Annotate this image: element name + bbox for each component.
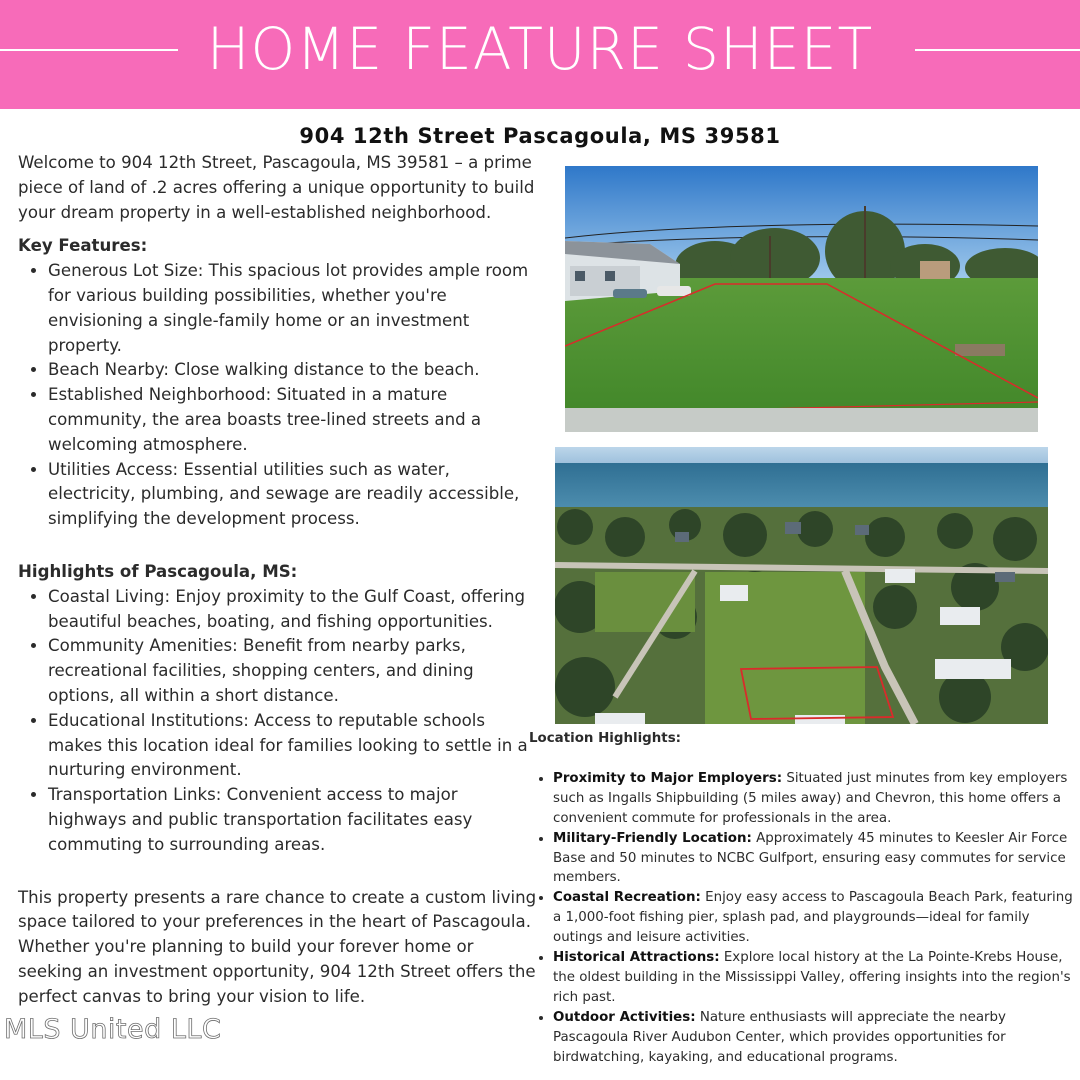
list-item: • Community Amenities: Benefit from nearby parks, recreational facilities, shopping centers, and dining options, all within a short distance. (48, 634, 538, 708)
list-item (553, 948, 1074, 1008)
location-highlights-heading: Location Highlights: (529, 731, 682, 746)
banner-rule-left (0, 49, 178, 51)
location-highlights (529, 729, 1074, 1068)
item-text: Situated just minutes from key employers such as Ingalls Shipbuilding (5 miles away) and Chevron, this home offers a convenient commute for professionals in the area. (553, 770, 1068, 826)
list-item: • Transportation Links: Convenient access to major highways and public transportation facilitates easy commuting to surrounding areas. (48, 783, 538, 857)
closing-paragraph: This property presents a rare chance to create a custom living space tailored to your preferences in the heart of Pascagoula. Whether you're planning to build your forever home or seeking an investment opportunity, 904 12th Street offers the perfect canvas to bring your vision to life. (18, 887, 537, 1006)
list-item (553, 1008, 1074, 1068)
item-text: Enjoy easy access to Pascagoula Beach Park, featuring a 1,000-foot fishing pier, splash pad, and playgrounds—ideal for family outings and leisure activities. (553, 890, 1073, 946)
key-features-heading: Key Features: (18, 236, 148, 256)
item-text: Explore local history at the La Pointe-Krebs House, the oldest building in the Mississippi Valley, offering insights into the region's rich past. (553, 950, 1071, 1005)
description-column (18, 151, 538, 1010)
item-label: Proximity to Major Employers: (553, 770, 783, 786)
list-item (553, 769, 1074, 829)
list-item: • Coastal Living: Enjoy proximity to the Gulf Coast, offering beautiful beaches, boating, and fishing opportunities. (48, 585, 538, 635)
property-address: 904 12th Street Pascagoula, MS 39581 (299, 124, 781, 148)
highlights-heading: Highlights of Pascagoula, MS: (18, 561, 298, 581)
list-item: • Beach Nearby: Close walking distance to the beach. (48, 358, 538, 383)
list-item: • Established Neighborhood: Situated in a mature community, the area boasts tree-lined streets and a welcoming atmosphere. (48, 383, 538, 457)
item-label: Coastal Recreation: (553, 890, 701, 906)
item-label: Military-Friendly Location: (553, 830, 752, 846)
intro-paragraph: Welcome to 904 12th Street, Pascagoula, MS 39581 – a prime piece of land of .2 acres offering a unique opportunity to build your dream property in a well-established neighborhood. (18, 153, 535, 222)
list-item (553, 829, 1074, 889)
list-item: • Utilities Access: Essential utilities such as water, electricity, plumbing, and sewage are readily accessible, simplifying the development process. (48, 458, 538, 532)
header-banner (0, 0, 1080, 109)
page-title: HOME FEATURE SHEET (206, 15, 874, 83)
list-item (553, 888, 1074, 948)
aerial-photo (555, 447, 1048, 724)
mls-watermark: MLS United LLC (4, 1014, 222, 1045)
location-highlights-list (529, 769, 1074, 1068)
item-label: Outdoor Activities: (553, 1009, 696, 1025)
banner-rule-right (915, 49, 1080, 51)
highlights-list (18, 585, 538, 858)
item-text: Approximately 45 minutes to Keesler Air Force Base and 50 minutes to NCBC Gulfport, ensuring easy commutes for service members. (553, 830, 1068, 886)
lot-photo (565, 166, 1038, 432)
list-item: • Educational Institutions: Access to reputable schools makes this location ideal for families looking to settle in a nurturing environment. (48, 709, 538, 783)
item-text: Nature enthusiasts will appreciate the nearby Pascagoula River Audubon Center, which provides opportunities for birdwatching, kayaking, and educational programs. (553, 1009, 1006, 1065)
item-label: Historical Attractions: (553, 950, 720, 966)
key-features-list (18, 259, 538, 532)
list-item: • Generous Lot Size: This spacious lot provides ample room for various building possibilities, whether you're envisioning a single-family home or an investment property. (48, 259, 538, 358)
